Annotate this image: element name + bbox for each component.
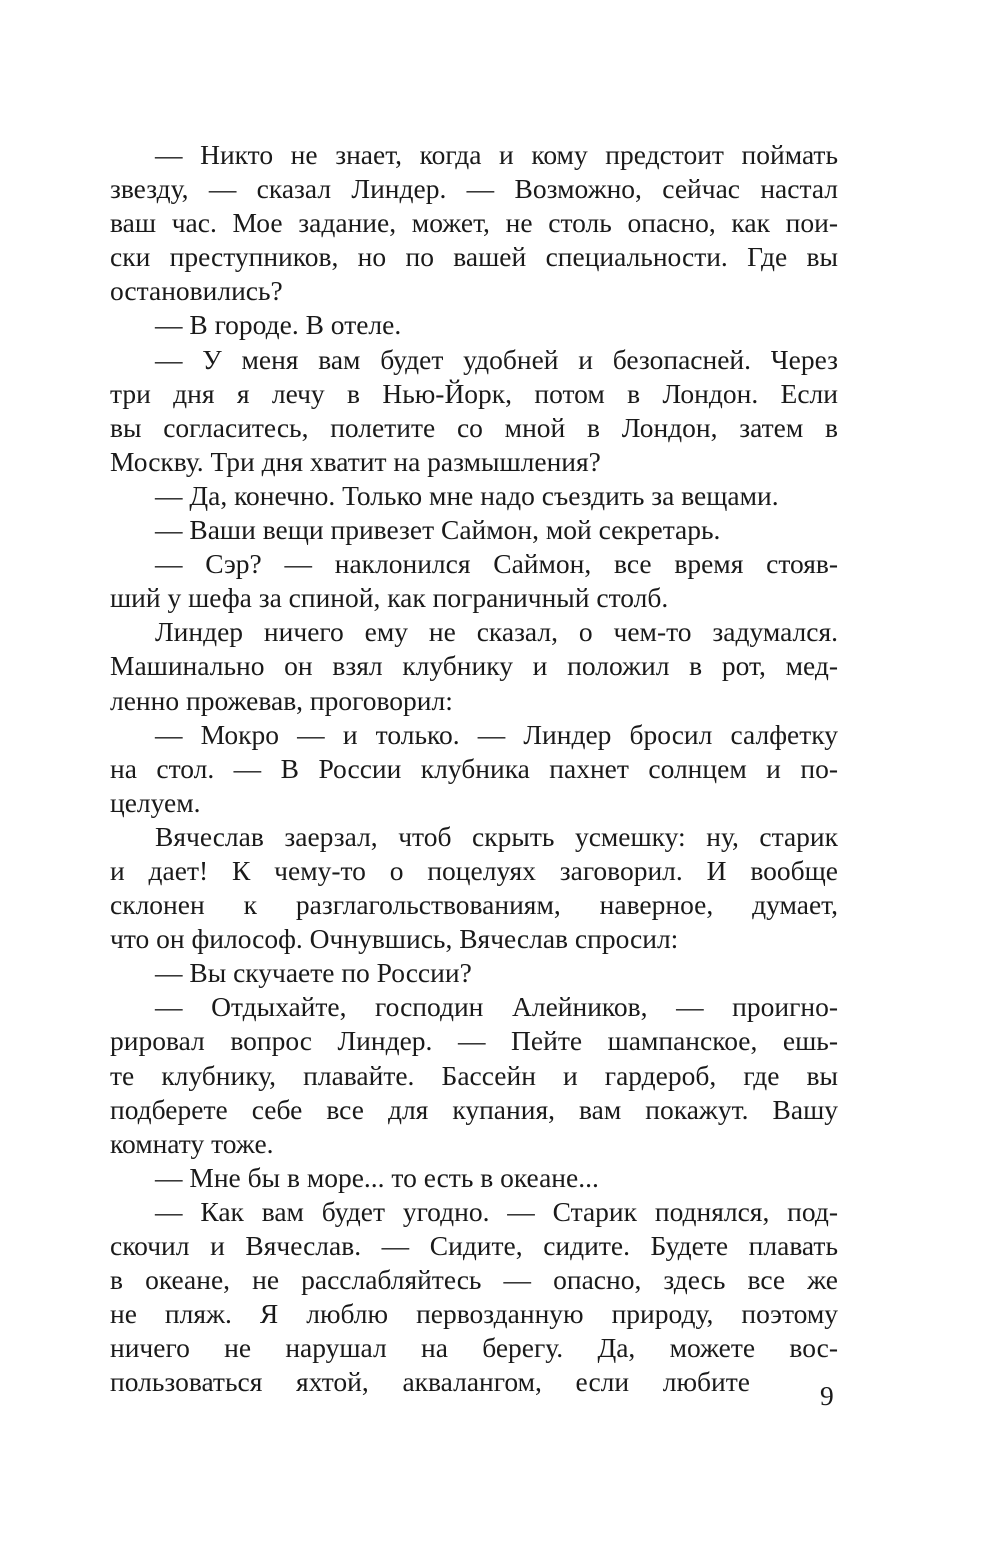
page-number: 9: [820, 1380, 834, 1411]
book-page-text: [110, 138, 838, 1399]
text-line: склонен к разглагольствованиям, наверное, думает,: [110, 889, 838, 921]
text-line: — У меня вам будет удобней и безопасней. Через: [155, 343, 838, 375]
text-line: целуем.: [110, 786, 201, 818]
text-line: пользоваться яхтой, аквалангом, если любите: [110, 1366, 750, 1398]
text-line: на стол. — В России клубника пахнет солнцем и по-: [110, 752, 838, 784]
text-line: ски преступников, но по вашей специальности. Где вы: [110, 241, 838, 273]
text-line: звезду, — сказал Линдер. — Возможно, сейчас настал: [110, 173, 838, 205]
text-line: Линдер ничего ему не сказал, о чем-то задумался.: [155, 616, 838, 648]
text-line: — Ваши вещи привезет Саймон, мой секретарь.: [155, 514, 721, 546]
text-line: — Да, конечно. Только мне надо съездить за вещами.: [155, 479, 779, 511]
text-line: — Отдыхайте, господин Алейников, — проигно-: [155, 991, 838, 1023]
text-line: — Вы скучаете по России?: [155, 957, 472, 989]
text-line: не пляж. Я люблю первозданную природу, поэтому: [110, 1298, 838, 1330]
text-line: — В городе. В отеле.: [155, 309, 402, 341]
text-line: ший у шефа за спиной, как пограничный столб.: [110, 582, 669, 614]
text-line: Москву. Три дня хватит на размышления?: [110, 445, 601, 477]
text-line: — Сэр? — наклонился Саймон, все время стояв-: [155, 548, 838, 580]
text-line: — Как вам будет угодно. — Старик поднялся, под-: [155, 1195, 838, 1227]
text-line: рировал вопрос Линдер. — Пейте шампанское, ешь-: [110, 1025, 838, 1057]
text-line: — Никто не знает, когда и кому предстоит поймать: [155, 139, 838, 170]
text-line: что он философ. Очнувшись, Вячеслав спросил:: [110, 923, 679, 955]
text-line: Машинально он взял клубнику и положил в рот, мед-: [110, 650, 838, 682]
text-line: те клубнику, плавайте. Бассейн и гардероб, где вы: [110, 1059, 838, 1091]
text-line: ленно прожевав, проговорил:: [110, 684, 453, 716]
text-line: скочил и Вячеслав. — Сидите, сидите. Будете плавать: [110, 1230, 838, 1261]
text-line: остановились?: [110, 275, 283, 307]
text-line: ничего не нарушал на берегу. Да, можете вос-: [110, 1332, 838, 1364]
text-line: в океане, не расслабляйтесь — опасно, здесь все же: [110, 1264, 838, 1296]
text-line: ваш час. Мое задание, может, не столь опасно, как пои-: [110, 207, 838, 239]
text-line: — Мокро — и только. — Линдер бросил салфетку: [155, 718, 838, 750]
text-line: Вячеслав заерзал, чтоб скрыть усмешку: ну, старик: [155, 820, 838, 852]
text-line: и дает! К чему-то о поцелуях заговорил. И вообще: [110, 854, 838, 886]
text-line: — Мне бы в море... то есть в океане...: [155, 1161, 599, 1193]
text-line: вы согласитесь, полетите со мной в Лондон, затем в: [110, 411, 838, 443]
text-line: комнату тоже.: [110, 1127, 274, 1159]
text-line: три дня я лечу в Нью-Йорк, потом в Лондон. Если: [110, 377, 838, 409]
text-line: подберете себе все для купания, вам покажут. Вашу: [110, 1093, 838, 1125]
